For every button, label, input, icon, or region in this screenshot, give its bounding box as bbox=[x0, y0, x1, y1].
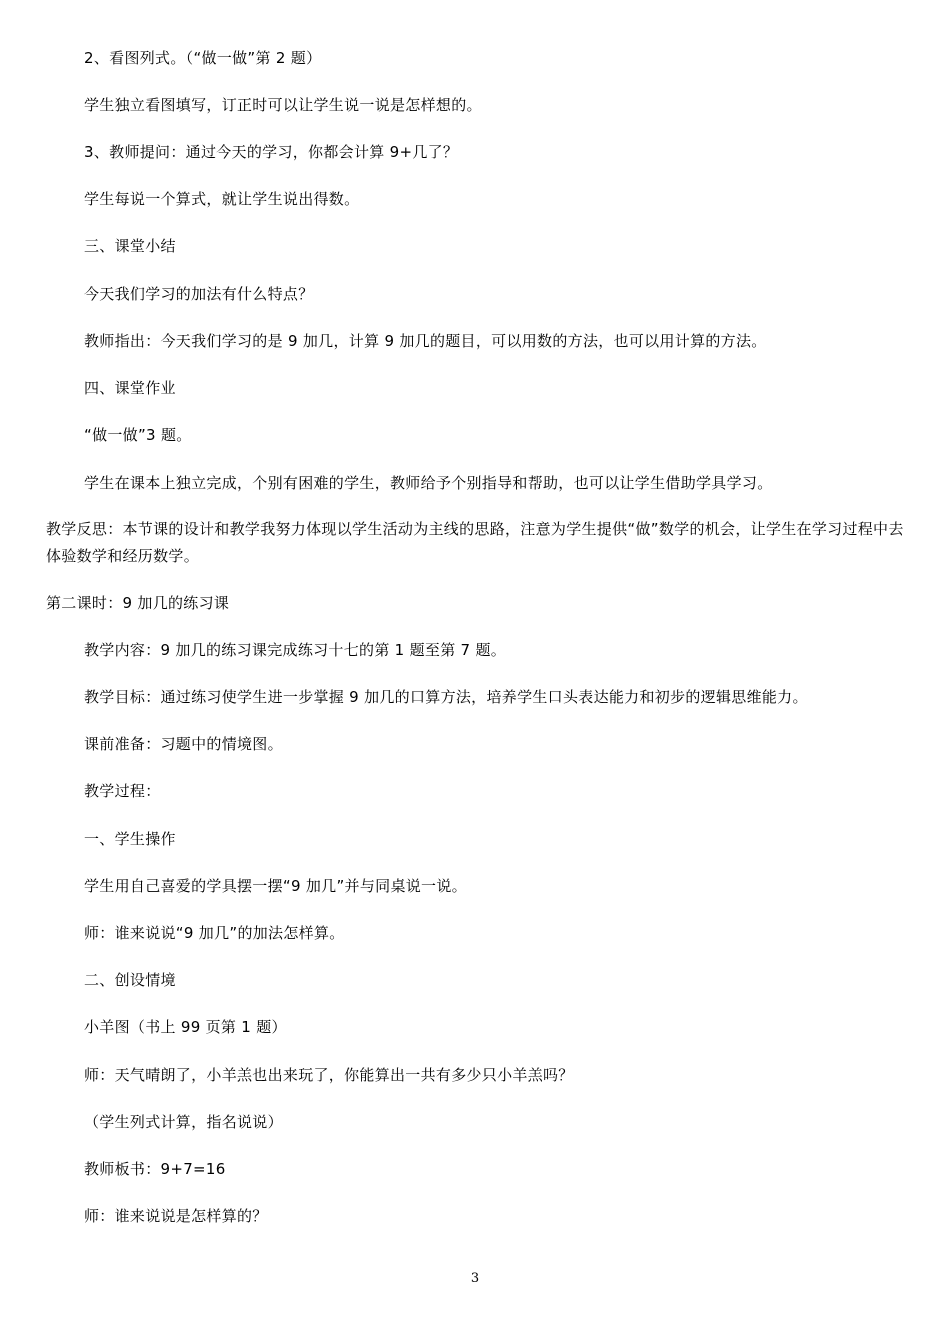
exercise-2-line: 2、看图列式。（“做一做”第 2 题） bbox=[84, 49, 322, 67]
scenario-question: 师：天气晴朗了，小羊羔也出来玩了，你能算出一共有多少只小羊羔吗？ bbox=[84, 1066, 574, 1084]
section-heading-scenario: 二、创设情境 bbox=[84, 971, 176, 989]
section-heading-operation: 一、学生操作 bbox=[84, 830, 176, 848]
followup-question: 师：谁来说说是怎样算的？ bbox=[84, 1207, 268, 1225]
section-heading-homework: 四、课堂作业 bbox=[84, 379, 176, 397]
lesson-2-objectives: 教学目标：通过练习使学生进一步掌握 9 加几的口算方法，培养学生口头表达能力和初步的逻辑思维能力。 bbox=[84, 688, 808, 706]
scenario-reference: 小羊图（书上 99 页第 1 题） bbox=[84, 1018, 287, 1036]
lesson-2-process-heading: 教学过程： bbox=[84, 782, 161, 800]
operation-activity: 学生用自己喜爱的学具摆一摆“9 加几”并与同桌说一说。 bbox=[84, 877, 467, 895]
board-writing: 教师板书：9+7=16 bbox=[84, 1160, 226, 1178]
operation-question: 师：谁来说说“9 加几”的加法怎样算。 bbox=[84, 924, 345, 942]
homework-note: 学生在课本上独立完成，个别有困难的学生，教师给予个别指导和帮助，也可以让学生借助学具学习。 bbox=[84, 474, 773, 492]
exercise-2-note: 学生独立看图填写，订正时可以让学生说一说是怎样想的。 bbox=[84, 96, 482, 114]
teacher-question: 3、教师提问：通过今天的学习，你都会计算 9+几了？ bbox=[84, 143, 459, 161]
homework-assignment: “做一做”3 题。 bbox=[84, 426, 192, 444]
summary-question: 今天我们学习的加法有什么特点？ bbox=[84, 285, 314, 303]
lesson-2-content: 教学内容：9 加几的练习课完成练习十七的第 1 题至第 7 题。 bbox=[84, 641, 507, 659]
lesson-2-preparation: 课前准备：习题中的情境图。 bbox=[84, 735, 283, 753]
section-heading-summary: 三、课堂小结 bbox=[84, 237, 176, 255]
scenario-instruction: （学生列式计算，指名说说） bbox=[84, 1113, 283, 1131]
lesson-2-title: 第二课时：9 加几的练习课 bbox=[46, 594, 230, 612]
page-number: 3 bbox=[470, 1271, 480, 1286]
teaching-reflection: 教学反思：本节课的设计和教学我努力体现以学生活动为主线的思路，注意为学生提供“做”数学的机会，让学生在学习过程中去体验数学和经历数学。 bbox=[46, 520, 904, 565]
teacher-summary: 教师指出：今天我们学习的是 9 加几，计算 9 加几的题目，可以用数的方法，也可以用计算的方法。 bbox=[84, 332, 767, 350]
student-answer-note: 学生每说一个算式，就让学生说出得数。 bbox=[84, 190, 360, 208]
